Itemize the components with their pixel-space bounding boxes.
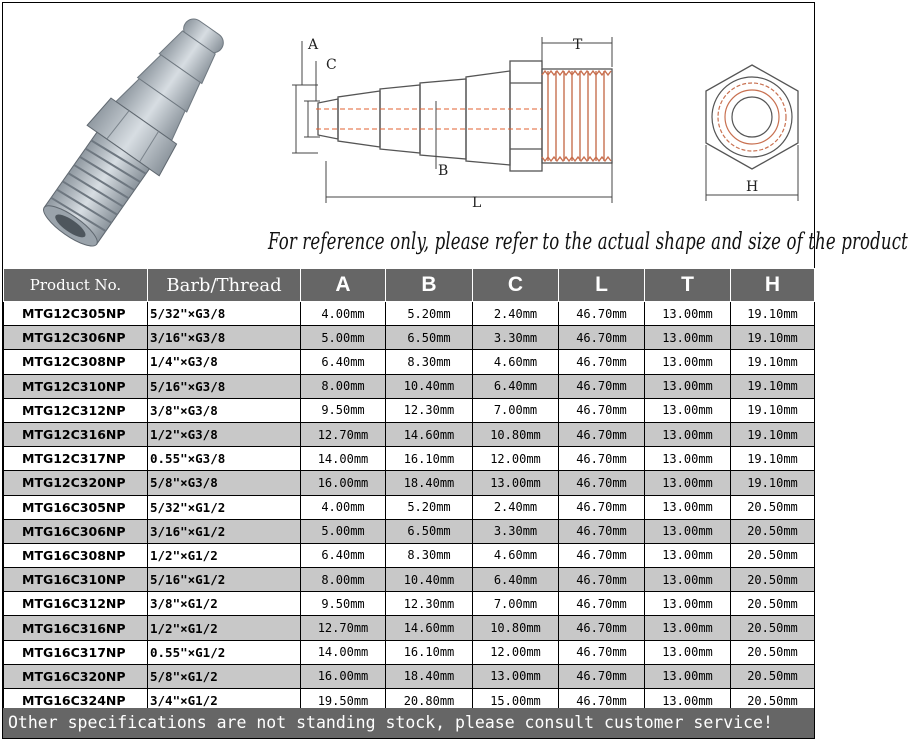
table-row	[4, 640, 815, 664]
figure-area	[3, 3, 908, 267]
cell-b: 14.60mm	[386, 616, 473, 640]
cell-b: 12.30mm	[386, 592, 473, 616]
cell-product-no: MTG16C320NP	[4, 664, 148, 688]
cell-c: 13.00mm	[473, 664, 559, 688]
cell-t: 13.00mm	[645, 471, 731, 495]
cell-a: 16.00mm	[301, 664, 386, 688]
cell-c: 7.00mm	[473, 592, 559, 616]
cell-t: 13.00mm	[645, 640, 731, 664]
cell-h: 20.50mm	[731, 689, 815, 713]
cell-a: 8.00mm	[301, 568, 386, 592]
cell-product-no: MTG12C312NP	[4, 398, 148, 422]
cell-l: 46.70mm	[559, 447, 645, 471]
cell-t: 13.00mm	[645, 350, 731, 374]
cell-h: 20.50mm	[731, 495, 815, 519]
cell-b: 10.40mm	[386, 568, 473, 592]
cell-product-no: MTG12C317NP	[4, 447, 148, 471]
cell-b: 8.30mm	[386, 350, 473, 374]
cell-l: 46.70mm	[559, 471, 645, 495]
table-row	[4, 422, 815, 446]
cell-c: 4.60mm	[473, 350, 559, 374]
cell-product-no: MTG16C305NP	[4, 495, 148, 519]
cell-c: 2.40mm	[473, 495, 559, 519]
cell-h: 20.50mm	[731, 616, 815, 640]
cell-l: 46.70mm	[559, 350, 645, 374]
cell-barb-thread: 5/32"×G3/8	[148, 302, 301, 326]
header-c: C	[473, 269, 559, 302]
cell-t: 13.00mm	[645, 326, 731, 350]
cell-h: 20.50mm	[731, 568, 815, 592]
table-row	[4, 568, 815, 592]
cell-l: 46.70mm	[559, 664, 645, 688]
cell-t: 13.00mm	[645, 374, 731, 398]
cell-c: 2.40mm	[473, 302, 559, 326]
cell-barb-thread: 5/8"×G1/2	[148, 664, 301, 688]
dim-b-label: B	[438, 163, 449, 179]
cell-l: 46.70mm	[559, 495, 645, 519]
cell-barb-thread: 0.55"×G3/8	[148, 447, 301, 471]
cell-c: 10.80mm	[473, 616, 559, 640]
cell-l: 46.70mm	[559, 302, 645, 326]
table-row	[4, 374, 815, 398]
cell-barb-thread: 3/8"×G3/8	[148, 398, 301, 422]
table-row	[4, 616, 815, 640]
cell-barb-thread: 5/16"×G3/8	[148, 374, 301, 398]
table-row	[4, 519, 815, 543]
header-h: H	[731, 269, 815, 302]
cell-b: 6.50mm	[386, 519, 473, 543]
header-product-no: Product No.	[4, 269, 148, 302]
cell-a: 5.00mm	[301, 326, 386, 350]
cell-b: 10.40mm	[386, 374, 473, 398]
fitting-photo	[3, 3, 268, 267]
footer-note: Other specifications are not standing stock, please consult customer service!	[8, 713, 773, 732]
cell-l: 46.70mm	[559, 519, 645, 543]
cell-h: 19.10mm	[731, 398, 815, 422]
table-row	[4, 398, 815, 422]
cell-product-no: MTG16C317NP	[4, 640, 148, 664]
table-row	[4, 592, 815, 616]
cell-b: 5.20mm	[386, 495, 473, 519]
cell-a: 4.00mm	[301, 302, 386, 326]
dim-l-label: L	[472, 195, 482, 211]
spec-table	[3, 268, 815, 713]
cell-h: 20.50mm	[731, 519, 815, 543]
cell-b: 5.20mm	[386, 302, 473, 326]
cell-a: 9.50mm	[301, 592, 386, 616]
cell-t: 13.00mm	[645, 422, 731, 446]
table-row	[4, 350, 815, 374]
cell-t: 13.00mm	[645, 302, 731, 326]
cell-barb-thread: 3/16"×G1/2	[148, 519, 301, 543]
cell-product-no: MTG16C310NP	[4, 568, 148, 592]
cell-a: 6.40mm	[301, 350, 386, 374]
dim-h-label: H	[746, 179, 759, 195]
cell-product-no: MTG16C312NP	[4, 592, 148, 616]
cell-l: 46.70mm	[559, 689, 645, 713]
cell-l: 46.70mm	[559, 616, 645, 640]
cell-h: 19.10mm	[731, 326, 815, 350]
cell-h: 19.10mm	[731, 471, 815, 495]
side-view-drawing	[286, 31, 616, 211]
cell-b: 12.30mm	[386, 398, 473, 422]
reference-note: For reference only, please refer to the actual shape and size of the product	[268, 229, 908, 255]
dim-t-label: T	[573, 37, 583, 53]
cell-l: 46.70mm	[559, 568, 645, 592]
cell-a: 5.00mm	[301, 519, 386, 543]
cell-a: 16.00mm	[301, 471, 386, 495]
cell-c: 6.40mm	[473, 568, 559, 592]
cell-barb-thread: 0.55"×G1/2	[148, 640, 301, 664]
cell-a: 4.00mm	[301, 495, 386, 519]
cell-l: 46.70mm	[559, 640, 645, 664]
table-row	[4, 447, 815, 471]
cell-c: 3.30mm	[473, 519, 559, 543]
cell-product-no: MTG16C316NP	[4, 616, 148, 640]
table-row	[4, 664, 815, 688]
spec-table-body	[4, 302, 815, 713]
cell-barb-thread: 5/8"×G3/8	[148, 471, 301, 495]
cell-b: 20.80mm	[386, 689, 473, 713]
cell-c: 4.60mm	[473, 543, 559, 567]
cell-c: 13.00mm	[473, 471, 559, 495]
table-row	[4, 471, 815, 495]
cell-a: 12.70mm	[301, 422, 386, 446]
cell-barb-thread: 1/2"×G3/8	[148, 422, 301, 446]
cell-h: 20.50mm	[731, 543, 815, 567]
cell-l: 46.70mm	[559, 543, 645, 567]
cell-t: 13.00mm	[645, 447, 731, 471]
cell-barb-thread: 3/4"×G1/2	[148, 689, 301, 713]
cell-product-no: MTG16C306NP	[4, 519, 148, 543]
cell-b: 18.40mm	[386, 664, 473, 688]
product-spec-sheet	[2, 2, 908, 739]
cell-c: 3.30mm	[473, 326, 559, 350]
cell-barb-thread: 5/32"×G1/2	[148, 495, 301, 519]
header-a: A	[301, 269, 386, 302]
cell-l: 46.70mm	[559, 326, 645, 350]
footer-bar	[3, 708, 814, 738]
cell-b: 16.10mm	[386, 447, 473, 471]
table-row	[4, 302, 815, 326]
cell-product-no: MTG12C308NP	[4, 350, 148, 374]
cell-l: 46.70mm	[559, 374, 645, 398]
cell-b: 18.40mm	[386, 471, 473, 495]
cell-l: 46.70mm	[559, 398, 645, 422]
cell-t: 13.00mm	[645, 543, 731, 567]
cell-barb-thread: 3/16"×G3/8	[148, 326, 301, 350]
cell-product-no: MTG16C324NP	[4, 689, 148, 713]
cell-c: 7.00mm	[473, 398, 559, 422]
cell-h: 19.10mm	[731, 447, 815, 471]
cell-a: 8.00mm	[301, 374, 386, 398]
cell-h: 19.10mm	[731, 422, 815, 446]
cell-t: 13.00mm	[645, 664, 731, 688]
cell-product-no: MTG12C310NP	[4, 374, 148, 398]
cell-product-no: MTG12C316NP	[4, 422, 148, 446]
cell-c: 15.00mm	[473, 689, 559, 713]
header-b: B	[386, 269, 473, 302]
table-header-row	[4, 269, 815, 302]
table-row	[4, 495, 815, 519]
cell-product-no: MTG12C305NP	[4, 302, 148, 326]
cell-a: 6.40mm	[301, 543, 386, 567]
cell-t: 13.00mm	[645, 495, 731, 519]
cell-b: 8.30mm	[386, 543, 473, 567]
cell-barb-thread: 1/2"×G1/2	[148, 543, 301, 567]
cell-l: 46.70mm	[559, 592, 645, 616]
cell-barb-thread: 5/16"×G1/2	[148, 568, 301, 592]
cell-t: 13.00mm	[645, 398, 731, 422]
cell-a: 14.00mm	[301, 640, 386, 664]
table-row	[4, 326, 815, 350]
cell-c: 6.40mm	[473, 374, 559, 398]
table-row	[4, 543, 815, 567]
header-t: T	[645, 269, 731, 302]
dim-a-label: A	[308, 37, 319, 53]
cell-t: 13.00mm	[645, 616, 731, 640]
cell-product-no: MTG12C306NP	[4, 326, 148, 350]
cell-t: 13.00mm	[645, 568, 731, 592]
cell-a: 19.50mm	[301, 689, 386, 713]
cell-barb-thread: 3/8"×G1/2	[148, 592, 301, 616]
cell-c: 10.80mm	[473, 422, 559, 446]
header-l: L	[559, 269, 645, 302]
cell-h: 20.50mm	[731, 592, 815, 616]
cell-h: 20.50mm	[731, 664, 815, 688]
cell-h: 20.50mm	[731, 640, 815, 664]
cell-h: 19.10mm	[731, 302, 815, 326]
cell-a: 12.70mm	[301, 616, 386, 640]
cell-t: 13.00mm	[645, 592, 731, 616]
cell-barb-thread: 1/2"×G1/2	[148, 616, 301, 640]
end-view-drawing	[696, 61, 808, 211]
cell-l: 46.70mm	[559, 422, 645, 446]
cell-a: 9.50mm	[301, 398, 386, 422]
cell-t: 13.00mm	[645, 689, 731, 713]
cell-product-no: MTG12C320NP	[4, 471, 148, 495]
header-barb-thread: Barb/Thread	[148, 269, 301, 302]
cell-h: 19.10mm	[731, 374, 815, 398]
cell-c: 12.00mm	[473, 447, 559, 471]
cell-barb-thread: 1/4"×G3/8	[148, 350, 301, 374]
cell-c: 12.00mm	[473, 640, 559, 664]
dim-c-label: C	[326, 57, 337, 73]
cell-b: 6.50mm	[386, 326, 473, 350]
cell-h: 19.10mm	[731, 350, 815, 374]
cell-b: 14.60mm	[386, 422, 473, 446]
cell-b: 16.10mm	[386, 640, 473, 664]
cell-t: 13.00mm	[645, 519, 731, 543]
cell-a: 14.00mm	[301, 447, 386, 471]
cell-product-no: MTG16C308NP	[4, 543, 148, 567]
